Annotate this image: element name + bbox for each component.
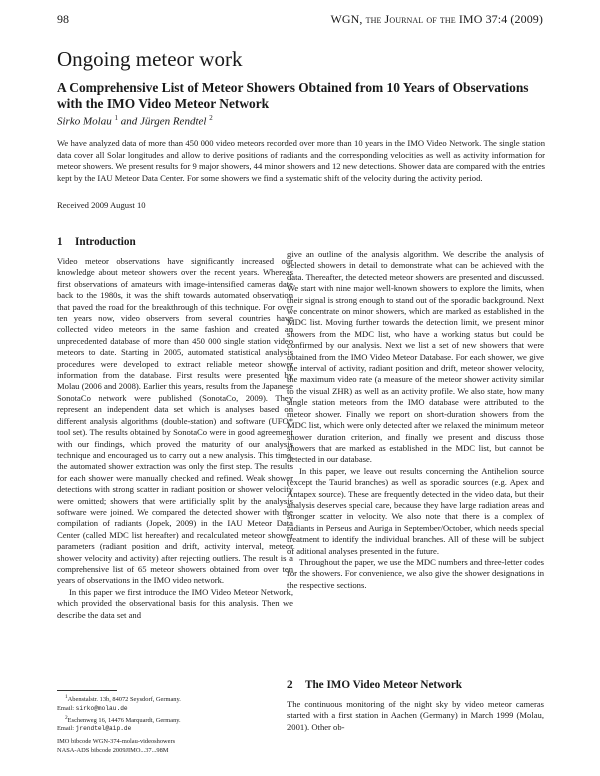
author-1-mark: 1	[114, 114, 118, 122]
intro-paragraph-4: In this paper, we leave out results concerning the Antihelion source (except the Taurid branches) as well as sporadic sources (e.g. Apex and Antapex source). These are frequently detected in the video data, but their analysis deserves special care, because they have large radiation areas and stronger scatter in velocity. We also note that there is a complex of radiants in Perseus and Auriga in September/October, which needs special treatment to identify the individual branches. All of these will be subject of aditional analyses presented in the future.	[287, 465, 544, 556]
footnote-1-address: Abenstalstr. 13b, 84072 Seysdorf, Germany.	[67, 696, 181, 704]
right-column	[287, 249, 544, 591]
footnote-1	[57, 693, 297, 705]
footnote-2	[57, 714, 297, 726]
footnote-2-email-line	[57, 725, 297, 734]
ads-bibcode: NASA-ADS bibcode 2009JIMO...37...98M	[57, 746, 169, 754]
intro-paragraph-2: In this paper we first introduce the IMO Video Meteor Network, which provided the observational basis for this analysis. Then we describe the data set and	[57, 586, 293, 620]
section-2-title: The IMO Video Meteor Network	[305, 679, 463, 691]
left-column	[57, 236, 293, 621]
author-line	[57, 114, 213, 128]
abstract: We have analyzed data of more than 450 000 video meteors recorded over more than 10 years in the IMO Video Network. The single station data cover all Solar longitudes and allow to derive positions of radiants and the corresponding velocities as well as activity information for meteor showers. We present results for 9 major showers, 44 minor showers and 12 new detections. Shower data are compared with the entries kept by the IAU Meteor Data Center. For some showers we find a systematic shift of the velocity during the activity period.	[57, 138, 545, 184]
section-1-number: 1	[57, 236, 63, 248]
section-1-heading	[57, 236, 293, 249]
received-date: Received 2009 August 10	[57, 200, 146, 210]
footnotes	[57, 693, 297, 755]
page-number: 98	[57, 12, 69, 26]
section-2-paragraph-1: The continuous monitoring of the night sky by video meteor cameras started with a first station in Aachen (Germany) in March 1999 (Molau, 2001). Other ob-	[287, 699, 544, 732]
footnote-1-mark: 1	[65, 694, 68, 700]
footnote-2-mark: 2	[65, 714, 68, 721]
section-2	[287, 679, 544, 733]
footnote-2-address: Eschenweg 16, 14476 Marquardt, Germany.	[67, 716, 181, 724]
author-2: Jürgen Rendtel	[139, 115, 207, 128]
running-header: WGN, the Journal of the IMO 37:4 (2009)	[330, 12, 543, 26]
intro-paragraph-3: give an outline of the analysis algorithm. We describe the analysis of selected showers in detail to demonstrate what can be achieved with the data. Thereafter, the detected meteor showers are presented and discussed. We start with nine major well-known showers to explore the limits, when their signal is strong enough to stand out of the sporadic background. Next we concentrate on minor showers, which are marked as established in the MDC list. Moving further towards the detection limit, we present minor showers from the MDC list, who have a working status but could be confirmed by our analysis. Next we list a set of new showers that were obtained from the IMO Video Meteor Database. For each shower, we give the interval of activity, radiant position and drift, meteor shower velocity, the maximum video rate (a measure of the meteor shower activity similar to the visual ZHR) as well as an activity profile. We also state, how many single station meteors from the IMO database were attributed to the meteor shower. Finally we report on short-duration showers from the MDC list, which were only detected after we relaxed the minimum meteor shower duration criterion, and finally we present and discuss those showers that are marked as established in the MDC list, but cannot be detected in our database.	[287, 249, 544, 465]
footnote-1-email-line	[57, 705, 297, 714]
footnote-2-email[interactable]: jrendtel@aip.de	[75, 725, 132, 733]
footnote-1-email[interactable]: sirko@molau.de	[75, 704, 128, 712]
section-title: Ongoing meteor work	[57, 47, 243, 71]
paper-title: A Comprehensive List of Meteor Showers Obtained from 10 Years of Observations with the IMO Video Meteor Network	[57, 80, 529, 111]
intro-paragraph-5: Throughout the paper, we use the MDC numbers and three-letter codes for the showers. For convenience, we also give the shower designations in the respective sections.	[287, 556, 544, 590]
imo-bibcode: IMO bibcode WGN-374-molau-videoshowers	[57, 738, 176, 746]
section-2-heading	[287, 679, 544, 692]
footnote-2-email-label: Email:	[57, 725, 76, 733]
section-1-title: Introduction	[75, 236, 136, 248]
footnote-rule	[57, 690, 117, 691]
section-2-number: 2	[287, 679, 293, 691]
footnote-1-email-label: Email:	[57, 704, 76, 712]
author-1: Sirko Molau	[57, 115, 112, 128]
author-separator: and	[120, 115, 140, 128]
intro-paragraph-1: Video meteor observations have significantly increased our knowledge about meteor showers over the recent years. Whereas first observations of amateurs with image-intensified cameras date back to the 1980s, it was the shift towards automated observation that paved the road for the breakthrough of this technique. For over ten years now, video observers from several countries have collected video meteors in the same fashion and created an unprecedented database of more than 450 000 single station video meteors to date. Starting in 2005, automated statistical analysis procedures were developed to extract reliable meteor shower information from the database. First results were presented by Molau (2006 and 2008). Earlier this years, results from the Japanese SonotaCo network were published (SonotaCo, 2009). They represent an independent data set which is analyses based on different analysis algorithms (double-station) and software (UFO* tool set). The results obtained by SonotaCo were in good agreement with our findings, which proved the maturity of our analysis technique and encouraged us to carry out a new analysis. This time, the automated shower extraction was only the first step. The results for each shower were manually checked and refined. Weak shower detections with strong scatter in radiant position or shower velocity were omitted; showers that were artificially split by the analysis software were joined. We compared the detected shower with the compilation of radiants (Jopek, 2009) in the IAU Meteor Data Center (called MDC list hereafter) and recalculated meteor shower parameters (radiant position and drift, activity interval, meteor shower velocity and activity) after rejecting outliers. The result is a comprehensive list of 65 meteor showers obtained from over ten years of observations in the IMO video network.	[57, 256, 293, 586]
author-2-mark: 2	[209, 114, 213, 122]
